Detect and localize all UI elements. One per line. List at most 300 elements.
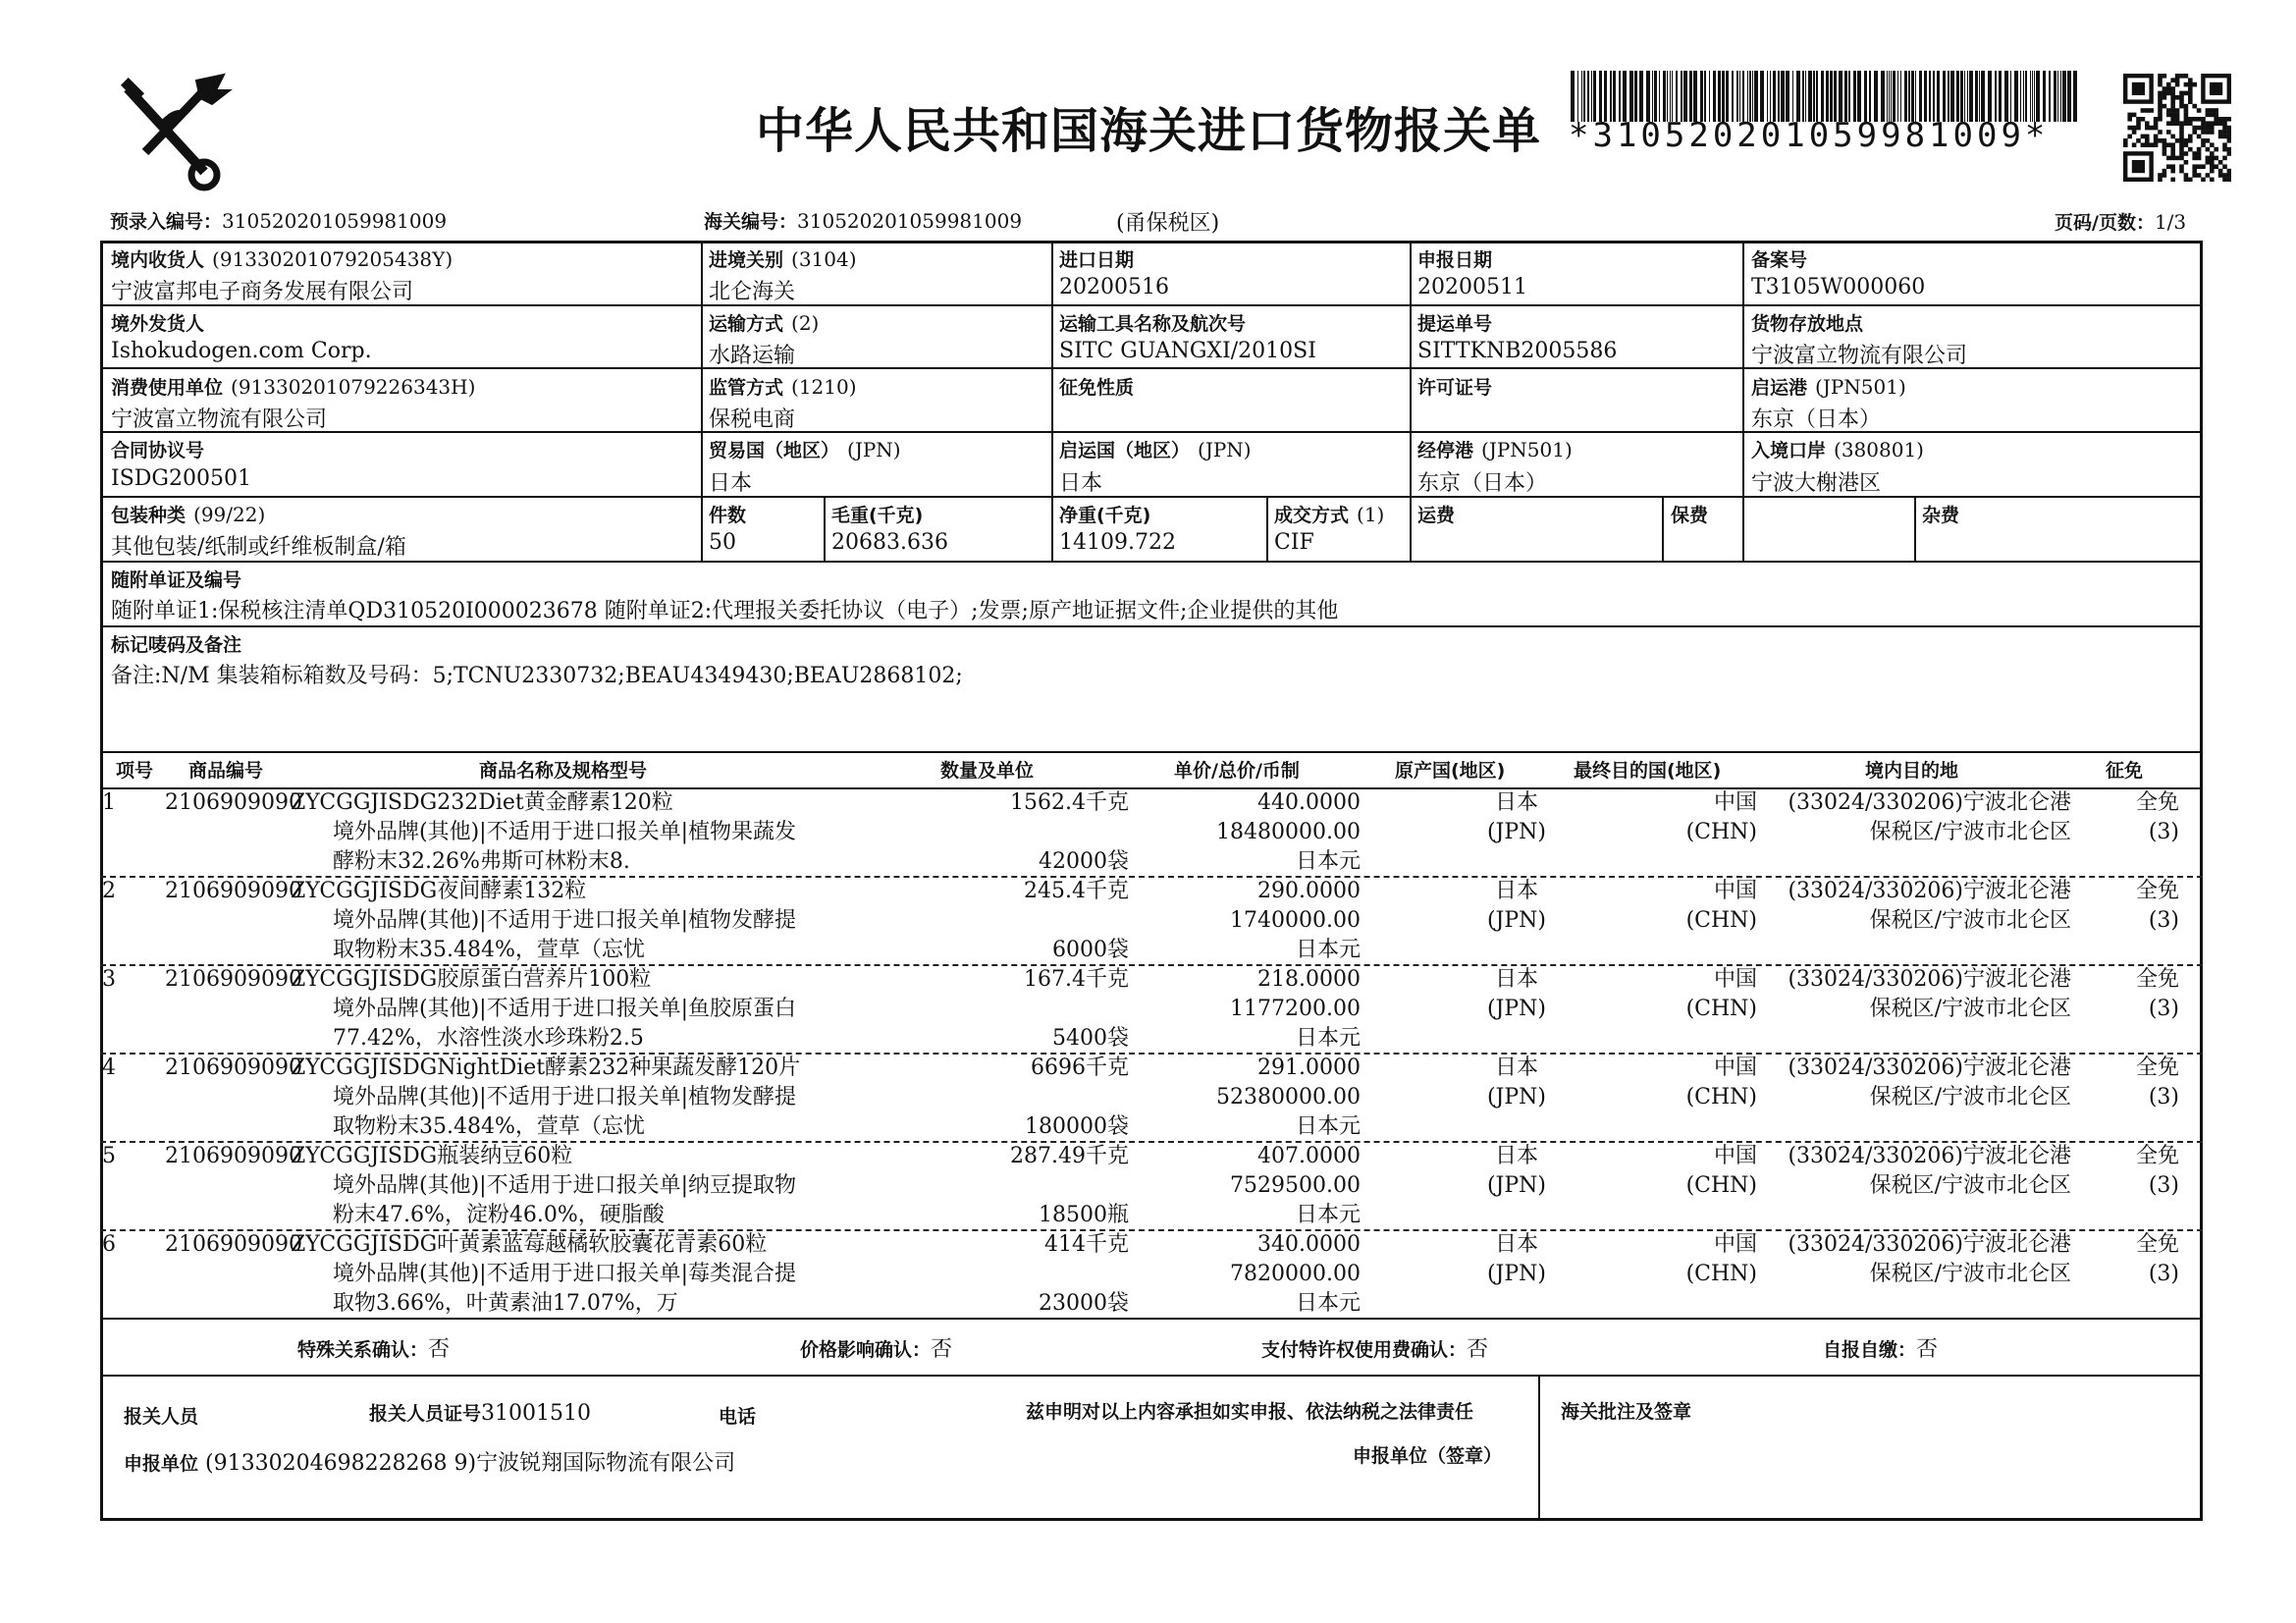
qr-module [2158, 99, 2163, 104]
qr-module [2136, 121, 2141, 126]
goods-total-price: 7820000.00 [1230, 1262, 1361, 1286]
qr-module [2218, 135, 2223, 139]
record-no-label: 备案号 [1751, 249, 1808, 271]
qr-module [2222, 147, 2227, 152]
qr-module [2170, 121, 2175, 126]
barcode-bar [1693, 71, 1697, 122]
deal-mode-label: 成交方式 (1) [1274, 503, 1385, 526]
barcode-bar [1943, 71, 1946, 122]
barcode-bar [1844, 71, 1847, 122]
goods-total-price: 18480000.00 [1216, 820, 1361, 844]
goods-tax-mode: 全免 [2135, 1055, 2179, 1080]
goods-tax-code: (3) [2148, 997, 2179, 1021]
qr-module [2210, 169, 2215, 174]
goods-quantity-count: 23000袋 [1039, 1291, 1129, 1316]
qr-module [2170, 78, 2175, 82]
qr-module [2222, 130, 2227, 135]
barcode-bar [1749, 71, 1751, 122]
barcode-bar [1760, 71, 1764, 122]
qr-module [2227, 130, 2231, 135]
phone-label: 电话 [719, 1406, 757, 1428]
qr-module [2222, 117, 2227, 122]
barcode-bar [2060, 71, 2061, 122]
docs-label: 随附单证及编号 [111, 569, 242, 591]
qr-module [2158, 178, 2163, 182]
barcode-bar [1639, 71, 1643, 122]
goods-hs-code: 2106909090 [165, 967, 302, 992]
qr-module [2192, 169, 2197, 174]
goods-destination-code: (CHN) [1685, 997, 1757, 1021]
contract-value: ISDG200501 [111, 466, 251, 491]
goods-destination-code: (CHN) [1685, 820, 1757, 844]
qr-module [2206, 173, 2211, 178]
qr-module [2166, 164, 2171, 169]
qr-module [2175, 156, 2180, 161]
qr-module [2166, 142, 2171, 147]
qr-module [2127, 135, 2132, 139]
qr-module [2163, 138, 2167, 143]
declaring-unit [124, 1446, 735, 1477]
barcode-bar [1577, 71, 1578, 122]
barcode-bar [1911, 71, 1914, 122]
barcode-bar [1869, 71, 1871, 122]
qr-module [2201, 164, 2206, 169]
qr-module [2206, 126, 2211, 131]
barcode-bar [1591, 71, 1592, 122]
goods-domestic-area: 保税区/宁波市北仑区 [1869, 1173, 2071, 1198]
qr-module [2201, 138, 2206, 143]
barcode-bar [1689, 71, 1692, 122]
qr-module [2132, 160, 2145, 173]
qr-module [2145, 126, 2150, 131]
barcode-bar [1599, 71, 1602, 122]
barcode-bar [1891, 71, 1892, 122]
barcode-bar [2054, 71, 2056, 122]
barcode-bar [1778, 71, 1780, 122]
qr-module [2158, 130, 2163, 135]
goods-quantity-count: 180000袋 [1025, 1114, 1129, 1139]
qr-module [2158, 104, 2163, 109]
net-weight-label: 净重(千克) [1059, 505, 1151, 526]
qr-module [2170, 104, 2175, 109]
qr-module [2179, 95, 2184, 100]
barcode-bar [1667, 71, 1668, 122]
qr-module [2179, 130, 2184, 135]
col-hs-code: 商品编号 [188, 760, 264, 782]
barcode-text: *310520201059981009* [1569, 116, 2050, 155]
gross-weight-value: 20683.636 [831, 530, 948, 555]
docs-value: 随附单证1:保税核注清单QD310520I000023678 随附单证2:代理报关委托协议（电子）;发票;原产地证据文件;企业提供的其他 [111, 599, 1339, 623]
barcode-bar [1670, 71, 1671, 122]
customs-emblem [106, 69, 234, 191]
qr-module [2175, 74, 2180, 79]
qr-module [2132, 130, 2137, 135]
qr-module [2188, 178, 2193, 182]
trade-country-value: 日本 [709, 471, 753, 496]
qr-module [2132, 126, 2137, 131]
entry-port-value: 北仑海关 [709, 280, 796, 304]
qr-module [2227, 138, 2231, 143]
goods-item-no: 5 [102, 1144, 116, 1168]
qr-module [2175, 117, 2180, 122]
qr-module [2218, 169, 2223, 174]
barcode-bar [1646, 71, 1650, 122]
qr-module [2184, 74, 2189, 79]
col-goods-name: 商品名称及规格型号 [479, 760, 648, 782]
qr-module [2179, 138, 2184, 143]
goods-unit-price: 407.0000 [1257, 1144, 1361, 1168]
qr-module [2175, 82, 2180, 87]
barcode-bar [2020, 71, 2021, 122]
qr-module [2170, 169, 2175, 174]
goods-domestic-dest: (33024/330206)宁波北仑港 [1788, 1144, 2071, 1168]
goods-item-no: 4 [102, 1055, 116, 1080]
goods-currency: 日本元 [1295, 1026, 1361, 1051]
qr-module [2158, 78, 2163, 82]
qr-module [2227, 126, 2231, 131]
qr-module [2184, 113, 2189, 118]
goods-tax-code: (3) [2148, 820, 2179, 844]
import-date-label: 进口日期 [1059, 249, 1135, 271]
qr-module [2145, 138, 2150, 143]
qr-module [2158, 138, 2163, 143]
qr-module [2170, 113, 2175, 118]
royalty-label: 支付特许权使用费确认： [1261, 1339, 1468, 1361]
qr-module [2188, 95, 2193, 100]
record-no-value: T3105W000060 [1751, 275, 1926, 299]
qr-module [2179, 104, 2184, 109]
goods-spec-line: 境外品牌(其他)|不适用于进口报关单|鱼胶原蛋白 [333, 997, 796, 1021]
barcode-bar [1634, 71, 1637, 122]
entry-place-label: 入境口岸 (380801) [1751, 438, 1924, 461]
price-effect [800, 1332, 952, 1363]
royalty [1261, 1332, 1488, 1363]
goods-domestic-area: 保税区/宁波市北仑区 [1869, 1262, 2071, 1286]
qr-module [2218, 160, 2223, 165]
freight-label: 运费 [1417, 505, 1456, 526]
form-title: 中华人民共和国海关进口货物报关单 [756, 103, 1542, 159]
qr-module [2210, 142, 2215, 147]
qr-module [2197, 135, 2202, 139]
barcode-bar [1964, 71, 1965, 122]
goods-quantity-count: 5400袋 [1052, 1026, 1129, 1051]
goods-origin-code: (JPN) [1486, 820, 1547, 844]
goods-spec-line: 境外品牌(其他)|不适用于进口报关单|纳豆提取物 [333, 1173, 796, 1198]
qr-module [2132, 82, 2145, 95]
col-domestic-dest: 境内目的地 [1865, 760, 1959, 782]
qr-module [2154, 138, 2159, 143]
price-effect-value: 否 [931, 1337, 953, 1362]
qr-module [2127, 126, 2132, 131]
qr-module [2192, 156, 2197, 161]
barcode-bar [1722, 71, 1725, 122]
qr-module [2192, 82, 2197, 87]
qr-module [2197, 117, 2202, 122]
qr-module [2163, 104, 2167, 109]
qr-module [2166, 86, 2171, 91]
barcode-bar [1933, 71, 1935, 122]
entry-port-label: 进境关别 (3104) [709, 247, 857, 271]
goods-quantity-weight: 287.49千克 [1010, 1144, 1129, 1168]
qr-module [2210, 151, 2215, 156]
barcode-bar [1659, 71, 1660, 122]
qr-module [2166, 130, 2171, 135]
preentry-row [110, 207, 447, 234]
qr-module [2188, 99, 2193, 104]
goods-origin-code: (JPN) [1486, 1262, 1547, 1286]
col-item-no: 项号 [116, 760, 154, 782]
goods-unit-price: 340.0000 [1257, 1232, 1361, 1257]
qr-module [2145, 121, 2150, 126]
goods-origin-code: (JPN) [1486, 997, 1547, 1021]
barcode-bar [1672, 71, 1673, 122]
barcode-bar [1915, 71, 1916, 122]
barcode-bar [1593, 71, 1596, 122]
barcode-bar [1583, 71, 1585, 122]
qr-module [2170, 99, 2175, 104]
goods-name-line: ZYCGGJISDG胶原蛋白营养片100粒 [291, 967, 652, 992]
goods-quantity-weight: 245.4千克 [1024, 879, 1129, 903]
qr-module [2170, 164, 2175, 169]
goods-destination: 中国 [1713, 790, 1757, 815]
qr-module [2206, 108, 2211, 113]
declaration-statement: 兹申明对以上内容承担如实申报、依法纳税之法律责任 [1026, 1401, 1474, 1423]
qr-module [2184, 121, 2189, 126]
col-origin: 原产国(地区) [1395, 760, 1506, 782]
preentry-number: 310520201059981009 [222, 209, 448, 233]
qr-module [2227, 135, 2231, 139]
goods-domestic-dest: (33024/330206)宁波北仑港 [1788, 1055, 2071, 1080]
goods-spec-line: 取物粉末35.484%，萱草（忘忧 [333, 1114, 645, 1139]
barcode-bar [1700, 71, 1703, 122]
qr-module [2227, 169, 2231, 174]
barcode-bar [2010, 71, 2011, 122]
qr-module [2192, 151, 2197, 156]
qr-module [2192, 117, 2197, 122]
qr-module [2184, 117, 2189, 122]
barcode-bar [1792, 71, 1793, 122]
qr-module [2214, 113, 2218, 118]
goods-tax-code: (3) [2148, 908, 2179, 933]
qr-module [2127, 113, 2132, 118]
qr-module [2206, 138, 2211, 143]
qr-module [2197, 147, 2202, 152]
qr-module [2218, 121, 2223, 126]
qr-module [2158, 91, 2163, 96]
qr-module [2188, 147, 2193, 152]
barcode-bar [1796, 71, 1800, 122]
page-value: 1/3 [2154, 210, 2187, 234]
barcode-bar [1736, 71, 1738, 122]
goods-spec-line: 取物粉末35.484%，萱草（忘忧 [333, 938, 645, 962]
barcode-bar [1889, 71, 1890, 122]
qr-module [2170, 151, 2175, 156]
qr-module [2210, 178, 2215, 182]
goods-quantity-count: 18500瓶 [1039, 1203, 1129, 1227]
barcode-bar [2057, 71, 2058, 122]
import-date-value: 20200516 [1059, 275, 1169, 299]
goods-tax-mode: 全免 [2135, 967, 2179, 992]
barcode-bar [1663, 71, 1666, 122]
gross-weight-label: 毛重(千克) [831, 505, 924, 526]
qr-module [2127, 117, 2132, 122]
qr-module [2188, 78, 2193, 82]
goods-quantity-weight: 414千克 [1044, 1232, 1129, 1257]
qr-module [2206, 160, 2211, 165]
supervision-value: 保税电商 [709, 407, 796, 432]
customs-no-row [704, 207, 1022, 234]
barcode-bar [1816, 71, 1818, 122]
consumer-value: 宁波富立物流有限公司 [111, 407, 328, 432]
barcode-bar [2030, 71, 2031, 122]
qr-module [2188, 117, 2193, 122]
qr-module [2166, 156, 2171, 161]
barcode-bar [1950, 71, 1954, 122]
barcode-bar [1629, 71, 1633, 122]
barcode-bar [2034, 71, 2035, 122]
barcode-bar [1681, 71, 1682, 122]
qr-module [2197, 164, 2202, 169]
package-label: 包装种类 (99/22) [111, 503, 266, 526]
goods-spec-line: 77.42%，水溶性淡水珍珠粉2.5 [333, 1026, 644, 1051]
qr-module [2214, 121, 2218, 126]
goods-currency: 日本元 [1295, 1114, 1361, 1139]
preentry-label: 预录入编号： [110, 211, 223, 233]
consignor-value: Ishokudogen.com Corp. [111, 339, 372, 363]
qr-module [2163, 74, 2167, 79]
barcode-bar [1937, 71, 1940, 122]
goods-domestic-dest: (33024/330206)宁波北仑港 [1788, 1232, 2071, 1257]
qr-module [2222, 156, 2227, 161]
qr-module [2184, 142, 2189, 147]
qr-module [2141, 117, 2146, 122]
goods-total-price: 1177200.00 [1230, 997, 1361, 1021]
qr-module [2184, 138, 2189, 143]
qr-module [2222, 164, 2227, 169]
self-pay-value: 否 [1916, 1337, 1939, 1362]
goods-spec-line: 取物3.66%，叶黄素油17.07%，万 [333, 1291, 678, 1316]
qr-module [2141, 108, 2146, 113]
goods-destination: 中国 [1713, 1144, 1757, 1168]
barcode-bar [1610, 71, 1612, 122]
qr-module [2179, 135, 2184, 139]
package-value: 其他包装/纸制或纤维板制盒/箱 [111, 535, 406, 560]
qr-module [2141, 142, 2146, 147]
qr-module [2145, 142, 2150, 147]
misc-fee-label: 杂费 [1922, 505, 1960, 526]
barcode-bar [1999, 71, 2002, 122]
qr-module [2201, 121, 2206, 126]
barcode-bar [2023, 71, 2024, 122]
qr-module [2170, 142, 2175, 147]
qr-module [2218, 130, 2223, 135]
goods-total-price: 52380000.00 [1216, 1085, 1361, 1109]
qr-module [2227, 151, 2231, 156]
barcode-bar [1834, 71, 1837, 122]
qr-module [2170, 91, 2175, 96]
barcode-bar [1786, 71, 1789, 122]
barcode-bar [1613, 71, 1616, 122]
barcode-bar [1881, 71, 1885, 122]
pieces-label: 件数 [709, 505, 747, 526]
unit-seal-label: 申报单位（签章） [1353, 1445, 1503, 1467]
col-tax: 征免 [2106, 760, 2144, 782]
barcode-bar [1805, 71, 1806, 122]
goods-spec-line: 酵粉末32.26%弗斯可林粉末8. [333, 849, 630, 874]
goods-currency: 日本元 [1295, 1291, 1361, 1316]
declaring-unit-label: 申报单位 [124, 1453, 199, 1475]
qr-module [2166, 91, 2171, 96]
barcode-bar [1732, 71, 1734, 122]
goods-name-line: ZYCGGJISDGNightDiet酵素232种果蔬发酵120片 [291, 1055, 801, 1080]
barcode-bar [1948, 71, 1949, 122]
vessel-label: 运输工具名称及航次号 [1059, 313, 1247, 335]
col-quantity: 数量及单位 [940, 760, 1035, 782]
barcode-bar [1587, 71, 1589, 122]
self-pay [1823, 1332, 1938, 1363]
goods-item-no: 1 [102, 790, 116, 815]
barcode-bar [2043, 71, 2046, 122]
qr-module [2188, 82, 2193, 87]
barcode-bar [2025, 71, 2027, 122]
goods-origin: 日本 [1494, 1055, 1538, 1080]
qr-module [2184, 104, 2189, 109]
qr-module [2227, 147, 2231, 152]
goods-currency: 日本元 [1295, 849, 1361, 874]
barcode-bar [1826, 71, 1829, 122]
barcode-bar [2032, 71, 2033, 122]
qr-module [2222, 135, 2227, 139]
barcode-bar [1652, 71, 1653, 122]
qr-module [2218, 117, 2223, 122]
goods-hs-code: 2106909090 [165, 1144, 302, 1168]
qr-module [2210, 113, 2215, 118]
barcode-bar [1821, 71, 1824, 122]
goods-hs-code: 2106909090 [165, 1055, 302, 1080]
qr-module [2158, 74, 2163, 79]
goods-domestic-dest: (33024/330206)宁波北仑港 [1788, 967, 2071, 992]
goods-destination: 中国 [1713, 967, 1757, 992]
barcode-bar [1839, 71, 1842, 122]
qr-module [2206, 113, 2211, 118]
qr-module [2214, 156, 2218, 161]
barcode-bar [1604, 71, 1607, 122]
qr-module [2175, 113, 2180, 118]
goods-tax-mode: 全免 [2135, 879, 2179, 903]
qr-module [2210, 130, 2215, 135]
barcode-bar [1908, 71, 1910, 122]
barcode-bar [1709, 71, 1710, 122]
page-indicator [2055, 208, 2186, 235]
barcode-bar [1924, 71, 1927, 122]
qr-module [2179, 156, 2184, 161]
goods-currency: 日本元 [1295, 938, 1361, 962]
qr-module [2222, 121, 2227, 126]
declare-date-value: 20200511 [1417, 275, 1527, 299]
consignee-label: 境内收货人 (91330201079205438Y) [111, 247, 454, 271]
barcode-bar [1813, 71, 1815, 122]
qr-module [2154, 135, 2159, 139]
qr-module [2197, 108, 2202, 113]
qr-module [2222, 173, 2227, 178]
goods-total-price: 7529500.00 [1230, 1173, 1361, 1198]
barcode-bar [1726, 71, 1729, 122]
qr-module [2166, 108, 2171, 113]
barcode-bar [2073, 71, 2077, 122]
qr-module [2184, 108, 2189, 113]
barcode-bar [1808, 71, 1812, 122]
barcode-bar [1773, 71, 1776, 122]
